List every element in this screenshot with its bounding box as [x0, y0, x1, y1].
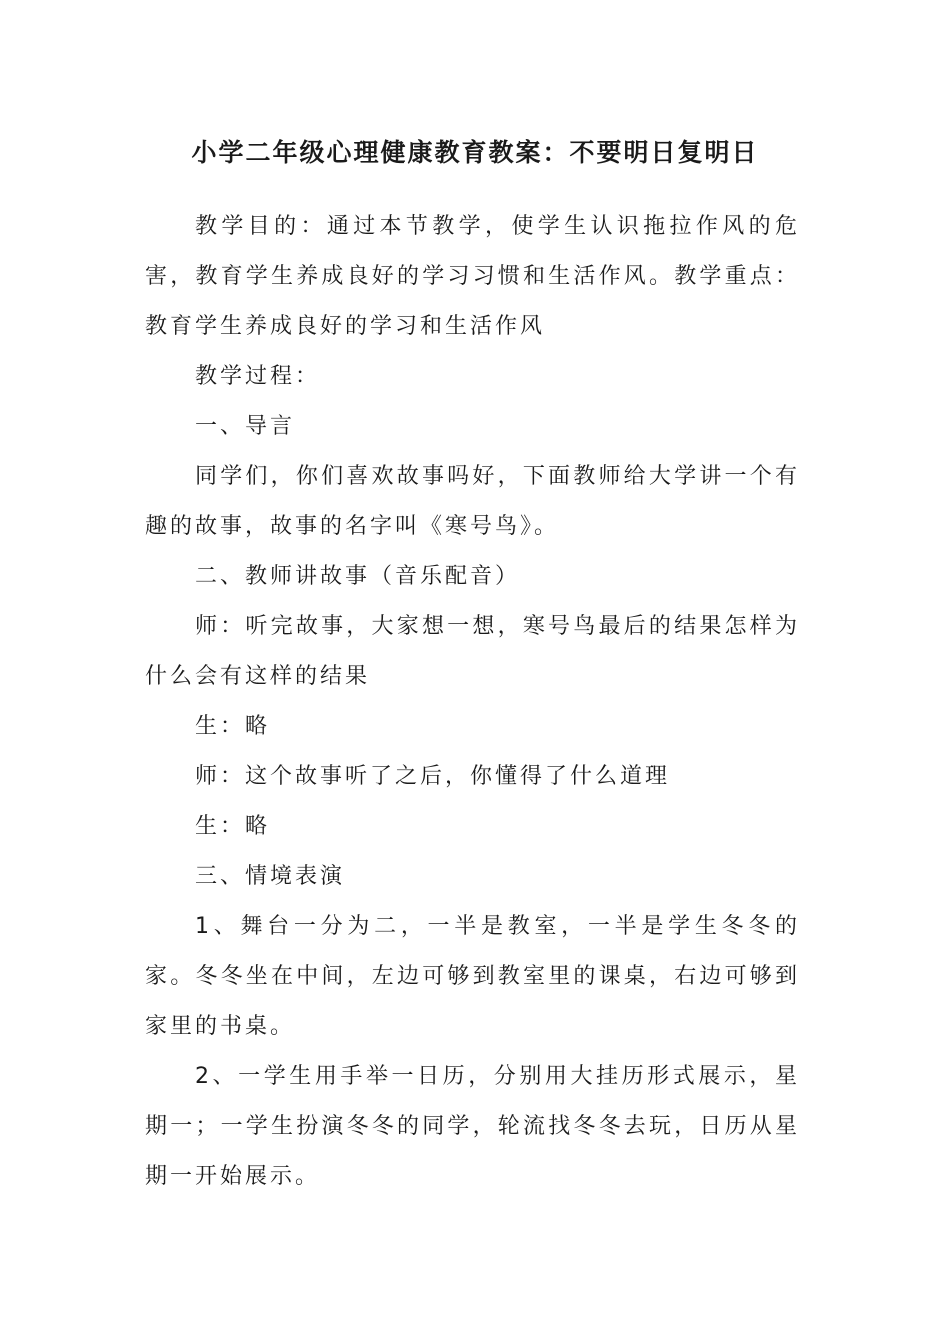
paragraph-teacher-question-1: 师：听完故事，大家想一想，寒号鸟最后的结果怎样为什么会有这样的结果 [145, 614, 800, 689]
section-heading-story: 二、教师讲故事（音乐配音） [195, 564, 521, 589]
paragraph-process-heading: 教学过程： [195, 364, 321, 389]
document-title: 小学二年级心理健康教育教案：不要明日复明日 [191, 138, 759, 167]
paragraph-role-play-1: 1、舞台一分为二，一半是教室，一半是学生冬冬的家。冬冬坐在中间，左边可够到教室里的课桌，右边可够到家里的书桌。 [145, 914, 800, 1039]
paragraph-objectives: 教学目的：通过本节教学，使学生认识拖拉作风的危害，教育学生养成良好的学习习惯和生活作风。教学重点：教育学生养成良好的学习和生活作风 [145, 214, 800, 339]
paragraph-teacher-question-2: 师：这个故事听了之后，你懂得了什么道理 [195, 764, 671, 789]
section-heading-role-play: 三、情境表演 [195, 864, 346, 889]
paragraph-student-answer-1: 生：略 [195, 714, 271, 739]
section-heading-introduction: 一、导言 [195, 414, 296, 439]
document-body [145, 202, 800, 1202]
paragraph-role-play-2: 2、一学生用手举一日历，分别用大挂历形式展示，星期一；一学生扮演冬冬的同学，轮流找冬冬去玩，日历从星期一开始展示。 [145, 1064, 800, 1189]
paragraph-introduction: 同学们，你们喜欢故事吗好，下面教师给大学讲一个有趣的故事，故事的名字叫《寒号鸟》。 [145, 464, 800, 539]
paragraph-student-answer-2: 生：略 [195, 814, 271, 839]
